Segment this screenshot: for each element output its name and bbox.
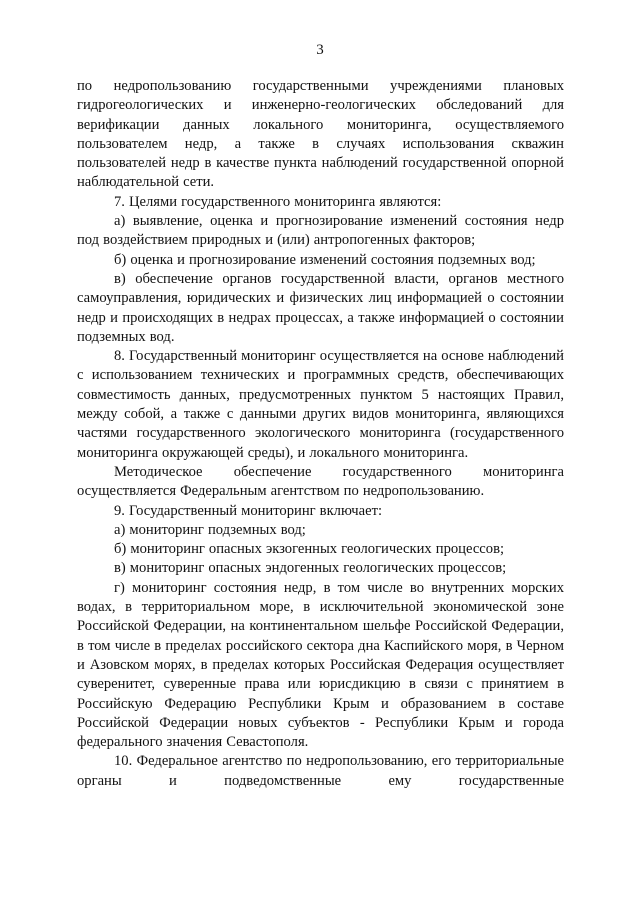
- paragraph-item-9: 9. Государственный мониторинг включает:: [114, 502, 383, 519]
- paragraph-item-9v: в) мониторинг опасных эндогенных геологических процессов;: [114, 560, 507, 577]
- page-number: 3: [316, 42, 324, 58]
- paragraph-item-9a: а) мониторинг подземных вод;: [114, 521, 306, 538]
- paragraph-item-7: 7. Целями государственного мониторинга являются:: [114, 193, 442, 210]
- paragraph-item-10: 10. Федеральное агентство по недропользованию, его территориальные органы и подведомственные ему государственные: [77, 753, 564, 789]
- paragraph-item-9g: г) мониторинг состояния недр, в том числе во внутренних морских водах, в территориальном море, в исключительной экономической зоне Российской Федерации, на континентальном шельфе Российской Федерации, в том числе в пределах российского сектора дна Каспийского моря, в Черном и Азовском морях, в пределах которых Российская Федерация осуществляет суверенитет, суверенные права или юрисдикцию в связи с принятием в Российскую Федерацию Республики Крым и образованием в составе Российской Федерации новых субъектов - Республики Крым и города федерального значения Севастополя.: [77, 579, 564, 751]
- paragraph-item-7b: б) оценка и прогнозирование изменений состояния подземных вод;: [114, 251, 536, 268]
- paragraph-item-7v: в) обеспечение органов государственной власти, органов местного самоуправления, юридических и физических лиц информацией о состоянии недр и происходящих в недрах процессах, а также информацией о состоянии подземных вод.: [77, 270, 564, 345]
- paragraph-methodology: Методическое обеспечение государственного мониторинга осуществляется Федеральным агентством по недропользованию.: [77, 463, 564, 500]
- document-body: [77, 77, 564, 791]
- paragraph-item-7a: а) выявление, оценка и прогнозирование изменений состояния недр под воздействием природных и (или) антропогенных факторов;: [77, 213, 564, 249]
- paragraph-item-8: 8. Государственный мониторинг осуществляется на основе наблюдений с использованием технических и программных средств, обеспечивающих совместимость данных, предусмотренных пунктом 5 настоящих Правил, между собой, а также с данными других видов мониторинга, являющихся частями государственного экологического мониторинга (государственного мониторинга окружающей среды), и локального мониторинга.: [77, 348, 564, 461]
- paragraph-continuation: по недропользованию государственными учреждениями плановых гидрогеологических и инженерно-геологических обследований для верификации данных локального мониторинга, осуществляемого пользователем недр, а также в случаях использования скважин пользователей недр в качестве пункта наблюдений государственной опорной наблюдательной сети.: [77, 78, 564, 191]
- paragraph-item-9b: б) мониторинг опасных экзогенных геологических процессов;: [114, 541, 505, 558]
